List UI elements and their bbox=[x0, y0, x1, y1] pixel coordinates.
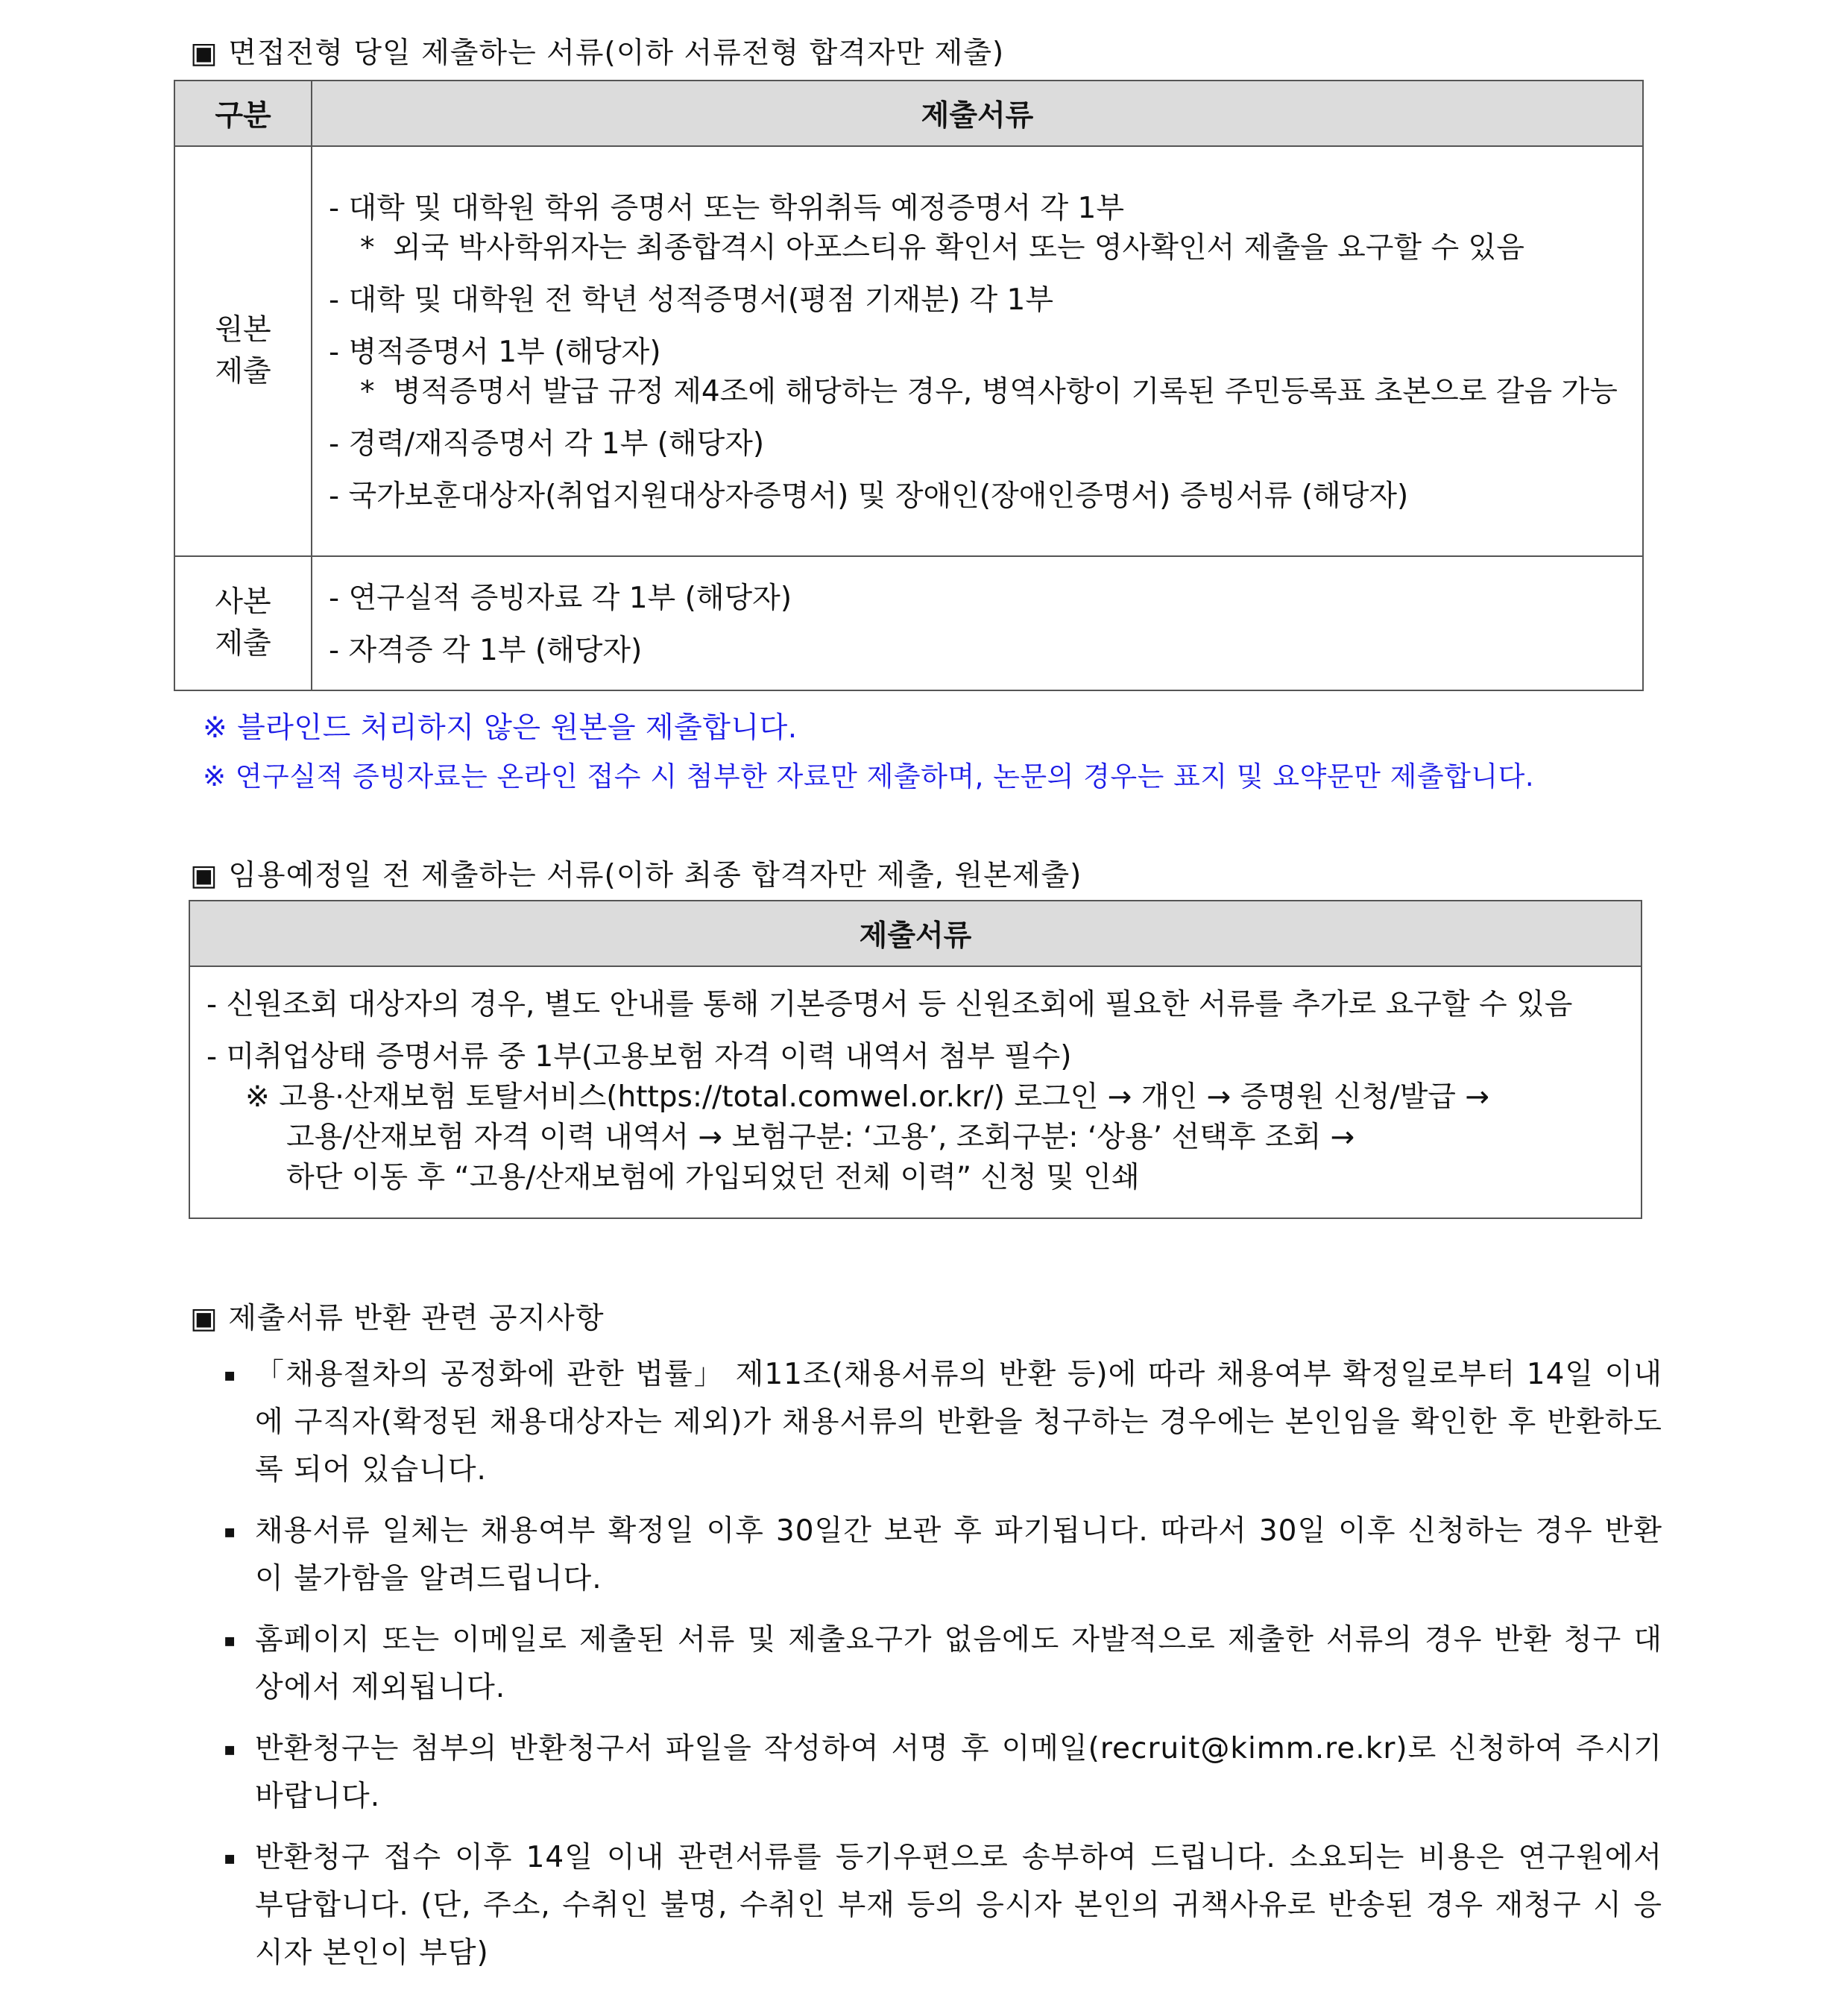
appointment-documents-table bbox=[189, 900, 1642, 1219]
list-item bbox=[329, 189, 1630, 268]
identity-check-line: - 신원조회 대상자의 경우, 별도 안내를 통해 기본증명서 등 신원조회에 필요한 서류를 추가로 요구할 수 있음 bbox=[206, 988, 1573, 1021]
notice-text: 반환청구는 첨부의 반환청구서 파일을 작성하여 서명 후 이메일(recruit@kimm.re.kr)로 신청하여 주시기 바랍니다. bbox=[255, 1732, 1662, 1813]
bullet-icon: ▪ bbox=[224, 1630, 237, 1651]
list-item bbox=[329, 424, 1630, 464]
doc-item-text: - 국가보훈대상자(취업지원대상자증명서) 및 장애인(장애인증명서) 증빙서류 (해당자) bbox=[329, 479, 1409, 513]
return-notice-list bbox=[224, 1351, 1662, 1991]
bullet-icon: ▪ bbox=[224, 1364, 237, 1385]
sub-note-text: 병적증명서 발급 규정 제4조에 해당하는 경우, 병역사항이 기록된 주민등록표 초본으로 갈음 가능 bbox=[393, 374, 1618, 409]
notice-text: 「채용절차의 공정화에 관한 법률」 제11조(채용서류의 반환 등)에 따라 채용여부 확정일로부터 14일 이내에 구직자(확정된 채용대상자는 제외)가 채용서류의 반환을 청구하는 경우에는 본인임을 확인한 후 반환하도록 되어 있습니다. bbox=[255, 1358, 1662, 1487]
list-item bbox=[329, 579, 1630, 618]
bullet-icon: ▪ bbox=[224, 1848, 237, 1868]
list-item bbox=[329, 280, 1630, 320]
interview-documents-table bbox=[174, 80, 1644, 691]
original-doc-list bbox=[312, 146, 1643, 556]
category-label: 사본 bbox=[215, 585, 271, 619]
doc-item-text: - 병적증명서 1부 (해당자) bbox=[329, 335, 661, 369]
list-item bbox=[224, 1508, 1662, 1603]
section3-title: ▣ 제출서류 반환 관련 공지사항 bbox=[190, 1302, 605, 1335]
header-category: 구분 bbox=[174, 81, 312, 146]
table-row-copy bbox=[174, 556, 1643, 690]
total-service-guide-line: ※ 고용·산재보험 토탈서비스(https://total.comwel.or.kr/) 로그인 → 개인 → 증명원 신청/발급 → bbox=[245, 1080, 1490, 1114]
list-item bbox=[329, 476, 1630, 516]
header-documents: 제출서류 bbox=[312, 81, 1643, 146]
bullet-icon: ▪ bbox=[224, 1521, 237, 1542]
section2-title: ▣ 임용예정일 전 제출하는 서류(이하 최종 합격자만 제출, 원본제출) bbox=[190, 859, 1082, 892]
category-label: 제출 bbox=[215, 355, 271, 388]
sub-note-text: 외국 박사학위자는 최종합격시 아포스티유 확인서 또는 영사확인서 제출을 요구할 수 있음 bbox=[393, 230, 1524, 265]
table-row-original bbox=[174, 146, 1643, 556]
list-item bbox=[224, 1616, 1662, 1712]
category-label: 제출 bbox=[215, 627, 271, 661]
doc-item-text: - 자격증 각 1부 (해당자) bbox=[329, 633, 643, 667]
bullet-icon: ▪ bbox=[224, 1739, 237, 1760]
category-copy bbox=[174, 556, 312, 690]
header-documents: 제출서류 bbox=[189, 901, 1642, 966]
list-item bbox=[224, 1725, 1662, 1821]
sub-note bbox=[329, 228, 1630, 268]
research-note: ※ 연구실적 증빙자료는 온라인 접수 시 첨부한 자료만 제출하며, 논문의 경우는 표지 및 요약문만 제출합니다. bbox=[203, 760, 1535, 793]
category-original bbox=[174, 146, 312, 556]
section1-title: ▣ 면접전형 당일 제출하는 서류(이하 서류전형 합격자만 제출) bbox=[190, 37, 1005, 70]
sub-note bbox=[329, 372, 1630, 412]
notice-text: 반환청구 접수 이후 14일 이내 관련서류를 등기우편으로 송부하여 드립니다. 소요되는 비용은 연구원에서 부담합니다. (단, 주소, 수취인 불명, 수취인 부재 등의 응시자 본인의 귀책사유로 반송된 경우 재청구 시 응시자 본인이 부담) bbox=[255, 1841, 1662, 1970]
asterisk-marker: * bbox=[360, 230, 375, 265]
list-item bbox=[224, 1351, 1662, 1494]
doc-item-text: - 연구실적 증빙자료 각 1부 (해당자) bbox=[329, 581, 792, 615]
list-item bbox=[329, 333, 1630, 412]
asterisk-marker: * bbox=[360, 374, 375, 409]
appointment-doc-list bbox=[189, 966, 1642, 1218]
category-label: 원본 bbox=[215, 313, 271, 347]
list-item bbox=[329, 631, 1630, 670]
notice-text: 채용서류 일체는 채용여부 확정일 이후 30일간 보관 후 파기됩니다. 따라서 30일 이후 신청하는 경우 반환이 불가함을 알려드립니다. bbox=[255, 1514, 1662, 1596]
guide-step-line: 고용/산재보험 자격 이력 내역서 → 보험구분: ‘고용’, 조회구분: ‘상용’ 선택후 조회 → bbox=[286, 1121, 1355, 1154]
notice-text: 홈페이지 또는 이메일로 제출된 서류 및 제출요구가 없음에도 자발적으로 제출한 서류의 경우 반환 청구 대상에서 제외됩니다. bbox=[255, 1623, 1662, 1704]
copy-doc-list bbox=[312, 556, 1643, 690]
guide-final-line: 하단 이동 후 “고용/산재보험에 가입되었던 전체 이력” 신청 및 인쇄 bbox=[286, 1161, 1140, 1194]
doc-item-text: - 대학 및 대학원 학위 증명서 또는 학위취득 예정증명서 각 1부 bbox=[329, 191, 1125, 225]
doc-item-text: - 대학 및 대학원 전 학년 성적증명서(평점 기재분) 각 1부 bbox=[329, 283, 1054, 317]
unemployment-proof-line: - 미취업상태 증명서류 중 1부(고용보험 자격 이력 내역서 첨부 필수) bbox=[206, 1040, 1072, 1074]
blind-note: ※ 블라인드 처리하지 않은 원본을 제출합니다. bbox=[203, 711, 798, 745]
list-item bbox=[224, 1834, 1662, 1977]
doc-item-text: - 경력/재직증명서 각 1부 (해당자) bbox=[329, 426, 765, 461]
